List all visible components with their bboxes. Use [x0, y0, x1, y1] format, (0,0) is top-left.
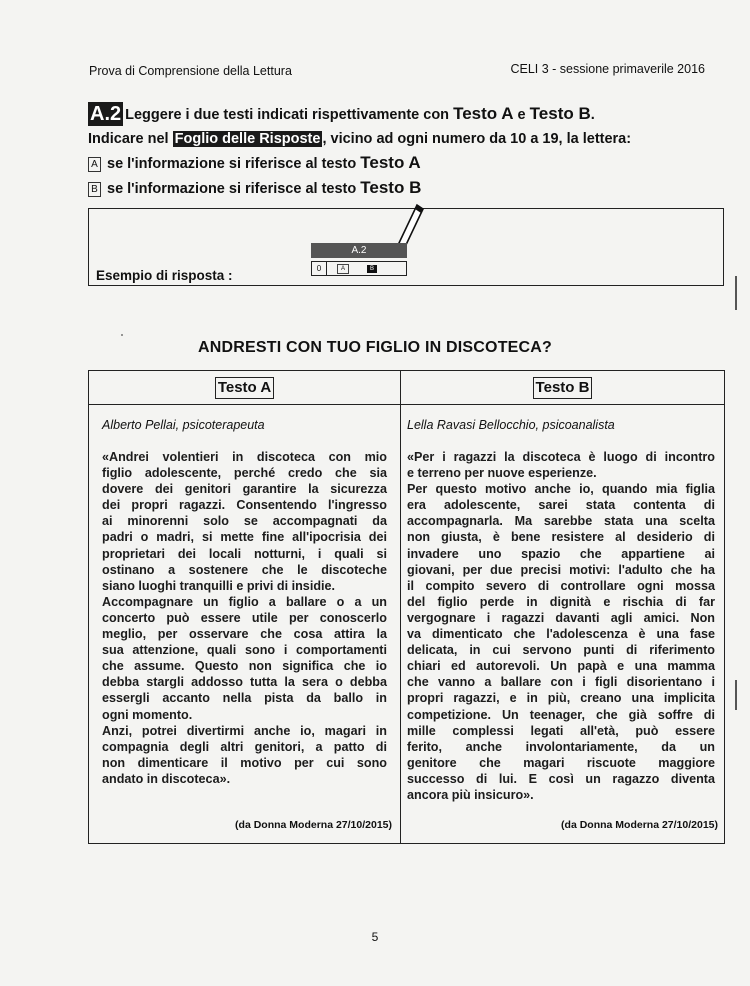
text-line: compagnia degli altri genitori, a patto di — [102, 739, 387, 754]
text-line: Accompagnare un figlio a ballare o a un — [102, 594, 387, 609]
option-a-text: se l'informazione si riferisce al testo — [107, 156, 361, 172]
text-line: va dimenticato che l'adolescenza è una fase — [407, 627, 715, 642]
example-option-a: A — [337, 264, 349, 274]
option-a-line — [88, 151, 631, 176]
text-line: chiari ed autorevoli. Un papà e una mamma — [407, 659, 715, 674]
text-line: che assume. Questo non significa che io — [102, 659, 387, 674]
page-number: 5 — [371, 930, 379, 944]
instruction-text: , vicino ad ogni numero da 10 a 19, la lettera: — [322, 131, 632, 147]
heading-testo-a-label: Testo A — [215, 377, 274, 399]
text-line: essergli accanto nella pista da ballo in — [102, 691, 387, 706]
example-option-b-marked: B — [367, 265, 377, 273]
source-b: (da Donna Moderna 27/10/2015) — [561, 819, 718, 831]
heading-testo-b — [401, 377, 724, 399]
example-grid-header: A.2 — [311, 243, 407, 258]
text-line: era adolescente, sarei stata contenta di — [407, 498, 715, 513]
heading-testo-b-label: Testo B — [533, 377, 593, 399]
source-a: (da Donna Moderna 27/10/2015) — [235, 819, 392, 831]
author-a: Alberto Pellai, psicoterapeuta — [102, 418, 265, 432]
text-line: delicata, in cui servono punti di riferimento — [407, 643, 715, 658]
text-line: sua attenzione, quali sono i comportamenti — [102, 643, 387, 658]
text-line: concerto può essere utile per conoscerlo — [102, 610, 387, 625]
text-line: ogni momento. — [102, 707, 193, 722]
instruction-text-b: Testo B — [529, 104, 591, 123]
answer-sheet-highlight: Foglio delle Risposte — [174, 131, 321, 147]
text-line: non giusta, è bene resistere al desiderio di — [407, 530, 715, 545]
text-line: ancora più insicuro». — [407, 787, 534, 802]
instruction-line-1 — [88, 102, 631, 127]
section-title: ANDRESTI CON TUO FIGLIO IN DISCOTECA? — [197, 339, 553, 356]
text-line: padri o madri, si mette fine all'ipocrisia dei — [102, 530, 387, 545]
instruction-text: Leggere i due testi indicati rispettivamente con — [125, 107, 454, 123]
text-line: figlio adolescente, perché credo che sia — [102, 466, 387, 481]
body-text-a — [102, 449, 387, 787]
instruction-text-a: Testo A — [453, 104, 514, 123]
text-line: propri ragazzi, e in più, creano una implicita — [407, 691, 715, 706]
instruction-text: Indicare nel — [88, 131, 173, 147]
text-line: siano luoghi tranquilli e privi di insidie. — [102, 578, 336, 593]
text-line: Per questo motivo anche io, quando mia figlia — [407, 482, 715, 497]
letter-b-box: B — [88, 182, 101, 197]
margin-mark — [735, 680, 737, 710]
text-line: debba stargli addosso tutta la sera o debba — [102, 675, 387, 690]
text-line: accompagnarla. Ma sarebbe stata una scelta — [407, 514, 715, 529]
option-b-text: se l'informazione si riferisce al testo — [107, 181, 361, 197]
example-label: Esempio di risposta : — [96, 268, 233, 283]
column-divider — [400, 371, 401, 843]
text-line: meglio, per osservare che cosa attira la — [102, 627, 387, 642]
option-b-target: Testo B — [360, 178, 422, 197]
text-line: competizione. Un teenager, che già soffre di — [407, 707, 715, 722]
text-line: dei propri ragazzi. Consentendo l'ingresso — [102, 498, 387, 513]
author-b: Lella Ravasi Bellocchio, psicoanalista — [407, 418, 615, 432]
instruction-text: e — [513, 107, 530, 123]
text-line: Anzi, potrei divertirmi anche io, magari in — [102, 723, 387, 738]
texts-table — [88, 370, 725, 844]
margin-mark — [735, 276, 737, 310]
instruction-line-2 — [88, 127, 631, 151]
text-line: genitore che magari riscuote maggiore — [407, 755, 715, 770]
text-line: «Per i ragazzi la discoteca è luogo di incontro — [407, 450, 715, 464]
text-line: dovere dei genitori garantire la sicurezza — [102, 482, 387, 497]
option-b-line — [88, 176, 631, 201]
page-header-left: Prova di Comprensione della Lettura — [89, 64, 292, 78]
text-line: che vanno a ballare con i figli disorientano i — [407, 675, 715, 690]
text-line: e terreno per nuove esperienze. — [407, 466, 597, 481]
text-line: ferito, anche involontariamente, da un — [407, 739, 715, 754]
example-box — [88, 208, 724, 286]
instruction-text: . — [590, 107, 595, 123]
text-line: il compito severo di controllare ogni mossa — [407, 578, 715, 593]
text-line: successo di lui. E così un ragazzo diventa — [407, 771, 715, 786]
option-a-target: Testo A — [360, 153, 421, 172]
text-line: giovani, per due precisi motivi: l'adulto che ha — [407, 562, 715, 577]
speck — [121, 334, 123, 336]
letter-a-box: A — [88, 157, 101, 172]
body-text-b — [407, 449, 715, 803]
example-number: 0 — [312, 262, 327, 275]
text-line: andato in discoteca». — [102, 771, 231, 786]
heading-testo-a — [89, 377, 400, 399]
instructions — [88, 102, 631, 201]
text-line: proprietari dei locali notturni, i quali si — [102, 546, 387, 561]
text-line: vergognare i ragazzi davanti agli amici. Non — [407, 610, 715, 625]
text-line: ai minorenni solo se accompagnati da — [102, 514, 387, 529]
page-header-right: CELI 3 - sessione primaverile 2016 — [510, 62, 705, 76]
example-grid-row — [311, 261, 407, 276]
header-divider — [89, 404, 724, 405]
section-badge: A.2 — [90, 103, 122, 125]
text-line: non dimenticare il motivo per cui sono — [102, 755, 387, 770]
text-line: invadere uno spazio che appartiene ai — [407, 546, 715, 561]
text-line: ostinano a sostenere che le discoteche — [102, 562, 387, 577]
text-line: «Andrei volentieri in discoteca con mio — [102, 450, 387, 464]
text-line: mille complessi legati all'età, può essere — [407, 723, 715, 738]
text-line: del figlio perde in dignità e rischia di far — [407, 594, 715, 609]
